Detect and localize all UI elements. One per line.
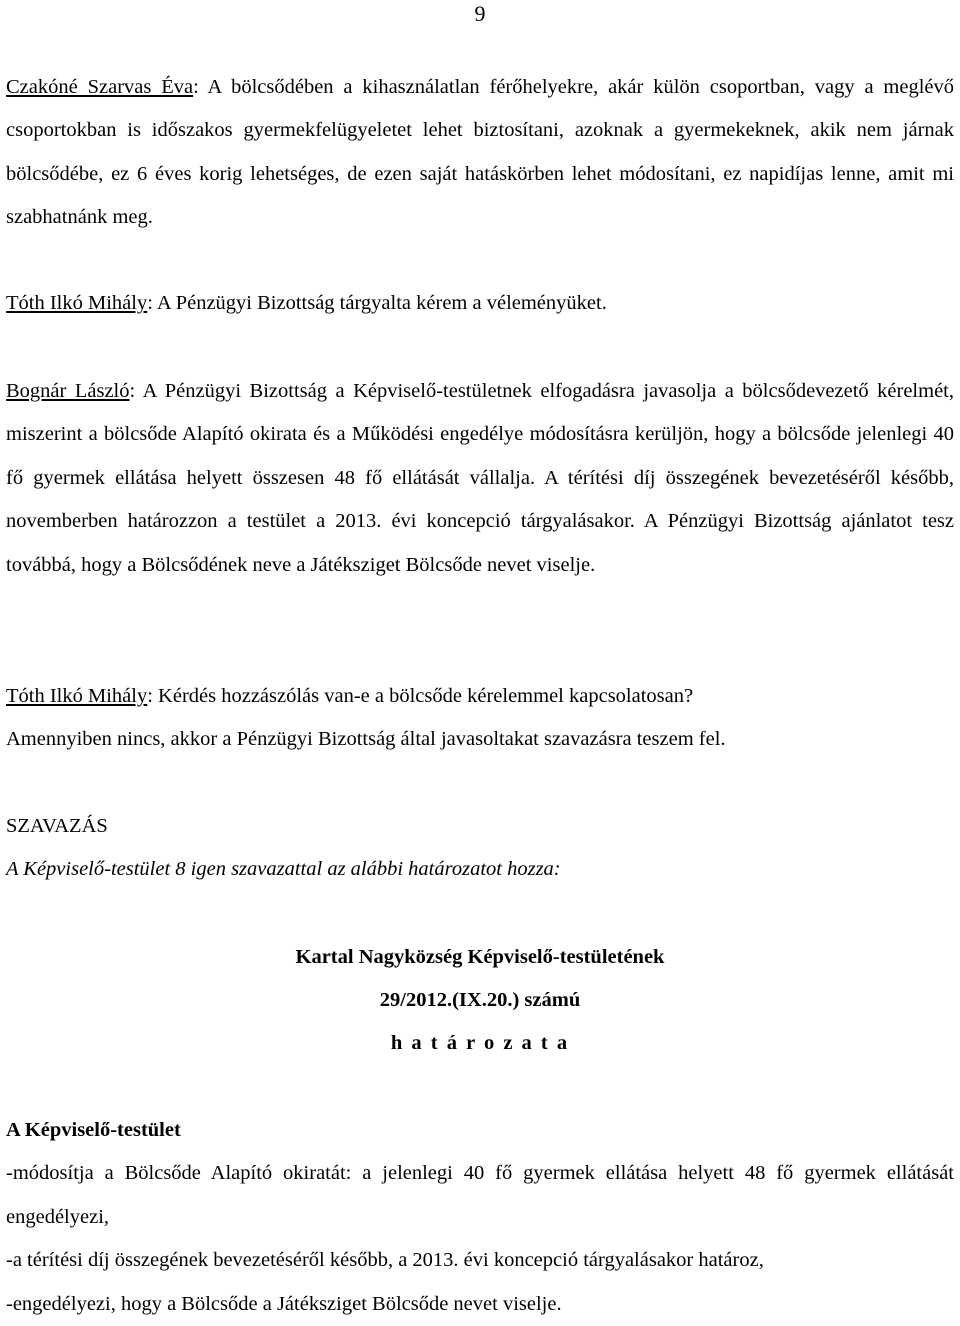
vote-section <box>6 805 954 892</box>
paragraph-text: : Kérdés hozzászólás van-e a bölcsőde kérelemmel kapcsolatosan? <box>147 685 694 707</box>
paragraph-czakone <box>6 66 954 240</box>
speaker-name: Tóth Ilkó Mihály <box>6 292 148 314</box>
decision-item: -a térítési díj összegének bevezetéséről később, a 2013. évi koncepció tárgyalásakor határoz, <box>6 1249 764 1272</box>
resolution-body: Kartal Nagyközség Képviselő-testületének <box>295 946 665 968</box>
decision-section <box>6 1109 954 1326</box>
decision-subject: A Képviselő-testület <box>6 1119 181 1141</box>
page-number: 9 <box>474 1 486 26</box>
speaker-name: Bognár László <box>6 380 130 402</box>
vote-result: A Képviselő-testület 8 igen szavazattal az alábbi határozatot hozza: <box>6 858 561 881</box>
paragraph-text: : A Pénzügyi Bizottság tárgyalta kérem a véleményüket. <box>147 292 607 314</box>
paragraph-toth-1 <box>6 282 954 325</box>
resolution-title: h a t á r o z a t a <box>390 1032 570 1054</box>
paragraph-text: : A bölcsődében a kihasználatlan férőhelyekre, akár külön csoportban, vagy a meglévő csoportokban is időszakos gyermekfelügyeletet lehet biztosítani, azoknak a gyermekeknek, akik nem járnak bölcsődébe, ez 6 éves korig lehetséges, de ezen saját hatáskörben lehet módosítani, ez napidíjas lenne, amit mi szabhatnánk meg. <box>6 76 955 229</box>
decision-item: -engedélyezi, hogy a Bölcsőde a Játéksziget Bölcsőde nevet viselje. <box>6 1292 562 1315</box>
resolution-number: 29/2012.(IX.20.) számú <box>379 989 581 1011</box>
speaker-name: Tóth Ilkó Mihály <box>6 685 148 707</box>
paragraph-line: Amennyiben nincs, akkor a Pénzügyi Bizottság által javasoltakat szavazásra teszem fel. <box>6 728 726 751</box>
paragraph-line <box>6 675 954 718</box>
decision-item: -módosítja a Bölcsőde Alapító okiratát: a jelenlegi 40 fő gyermek ellátása helyett 48 fő gyermek ellátását engedélyezi, <box>6 1162 954 1228</box>
paragraph-toth-2 <box>6 675 954 762</box>
speaker-name: Czakóné Szarvas Éva <box>6 76 194 98</box>
paragraph-bognar <box>6 370 954 587</box>
vote-heading: SZAVAZÁS <box>6 815 108 837</box>
paragraph-text: : A Pénzügyi Bizottság a Képviselő-testületnek elfogadásra javasolja a bölcsődevezető kérelmét, miszerint a bölcsőde Alapító okirata és a Működési engedélye módosításra kerüljön, hogy a bölcsőde jelenlegi 40 fő gyermek ellátása helyett összesen 48 fő ellátását vállalja. A térítési díj összegének bevezetéséről később, novemberben határozzon a testület a 2013. évi koncepció tárgyalásakor. A Pénzügyi Bizottság ajánlatot tesz továbbá, hogy a Bölcsődének neve a Játéksziget Bölcsőde nevet viselje. <box>6 380 954 576</box>
